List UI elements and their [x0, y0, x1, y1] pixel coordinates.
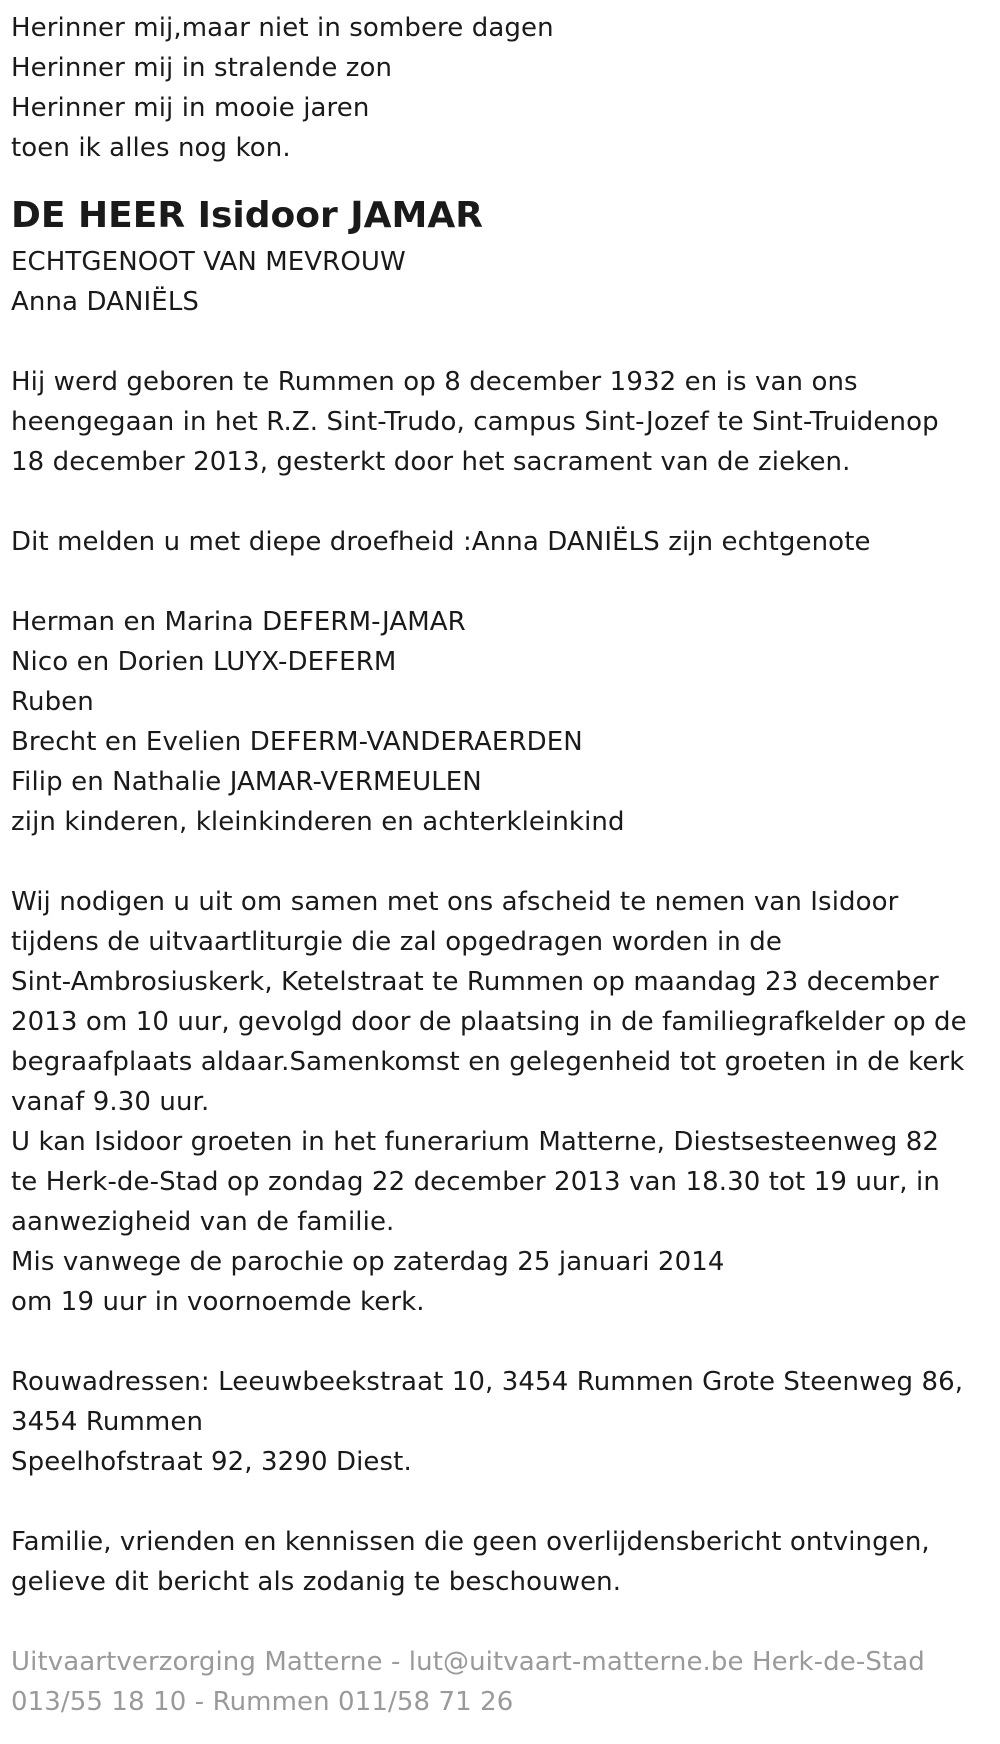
paragraph-line: om 19 uur in voornoemde kerk.	[11, 1287, 425, 1317]
address-line: 3454 Rummen	[11, 1407, 204, 1437]
paragraph-line: gelieve dit bericht als zodanig te beschouwen.	[11, 1567, 622, 1597]
spouse-line: ECHTGENOOT VAN MEVROUW	[11, 247, 406, 277]
addresses-paragraph	[11, 1362, 986, 1482]
family-member: Brecht en Evelien DEFERM-VANDERAERDEN	[11, 727, 583, 757]
deceased-name: DE HEER Isidoor JAMAR	[11, 195, 483, 236]
paragraph-line: Dit melden u met diepe droefheid :Anna DANIËLS zijn echtgenote	[11, 527, 871, 557]
paragraph-line: tijdens de uitvaartliturgie die zal opgedragen worden in de	[11, 927, 782, 957]
notice-paragraph	[11, 1522, 986, 1602]
poem-line: Herinner mij in mooie jaren	[11, 93, 370, 123]
address-line: Rouwadressen: Leeuwbeekstraat 10, 3454 Rummen Grote Steenweg 86,	[11, 1367, 964, 1397]
address-line: Speelhofstraat 92, 3290 Diest.	[11, 1447, 412, 1477]
paragraph-line: U kan Isidoor groeten in het funerarium Matterne, Diestsesteenweg 82	[11, 1127, 939, 1157]
footer-line: 013/55 18 10 - Rummen 011/58 71 26	[11, 1687, 514, 1717]
footer-line: Uitvaartverzorging Matterne - lut@uitvaart-matterne.be Herk-de-Stad	[11, 1647, 925, 1677]
paragraph-line: 18 december 2013, gesterkt door het sacrament van de zieken.	[11, 447, 851, 477]
poem-line: Herinner mij in stralende zon	[11, 53, 393, 83]
paragraph-line: aanwezigheid van de familie.	[11, 1207, 395, 1237]
family-list	[11, 602, 986, 842]
funeral-director-footer	[11, 1642, 986, 1722]
paragraph-line: Sint-Ambrosiuskerk, Ketelstraat te Rummen op maandag 23 december	[11, 967, 939, 997]
paragraph-line: begraafplaats aldaar.Samenkomst en gelegenheid tot groeten in de kerk	[11, 1047, 965, 1077]
family-member: Ruben	[11, 687, 94, 717]
paragraph-line: heengegaan in het R.Z. Sint-Trudo, campus Sint-Jozef te Sint-Truidenop	[11, 407, 939, 437]
poem	[11, 8, 986, 168]
family-member: Herman en Marina DEFERM-JAMAR	[11, 607, 466, 637]
paragraph-line: te Herk-de-Stad op zondag 22 december 2013 van 18.30 tot 19 uur, in	[11, 1167, 940, 1197]
announcement-paragraph	[11, 522, 986, 562]
family-relation: zijn kinderen, kleinkinderen en achterkleinkind	[11, 807, 625, 837]
spouse-line: Anna DANIËLS	[11, 287, 200, 317]
paragraph-line: Wij nodigen u uit om samen met ons afscheid te nemen van Isidoor	[11, 887, 899, 917]
paragraph-line: Hij werd geboren te Rummen op 8 december 1932 en is van ons	[11, 367, 858, 397]
poem-line: toen ik alles nog kon.	[11, 133, 291, 163]
paragraph-line: 2013 om 10 uur, gevolgd door de plaatsing in de familiegrafkelder op de	[11, 1007, 967, 1037]
paragraph-line: Familie, vrienden en kennissen die geen overlijdensbericht ontvingen,	[11, 1527, 930, 1557]
ceremony-paragraph	[11, 882, 986, 1322]
family-member: Filip en Nathalie JAMAR-VERMEULEN	[11, 767, 482, 797]
paragraph-line: Mis vanwege de parochie op zaterdag 25 januari 2014	[11, 1247, 725, 1277]
family-member: Nico en Dorien LUYX-DEFERM	[11, 647, 397, 677]
poem-line: Herinner mij,maar niet in sombere dagen	[11, 13, 554, 43]
deceased-section	[11, 190, 986, 322]
birth-death-paragraph	[11, 362, 986, 482]
paragraph-line: vanaf 9.30 uur.	[11, 1087, 210, 1117]
